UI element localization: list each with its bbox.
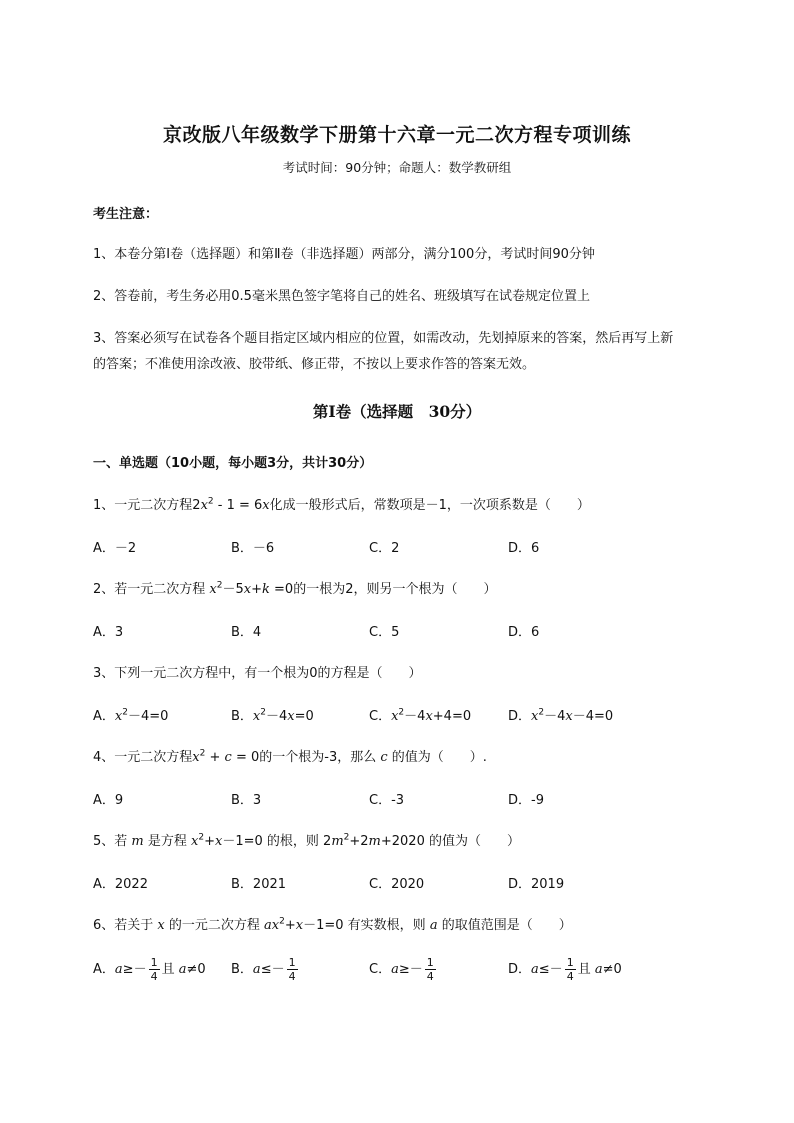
question-1: 1、一元二次方程$2x^2 - 1 = 6x$化成一般形式后，常数项是－1，一次项系数是（ ） bbox=[93, 496, 590, 513]
q3-option-a: A．$x^2-4=0$ bbox=[93, 707, 169, 724]
q4-option-d: D．-9 bbox=[508, 793, 544, 808]
notice-item-1: 1、本卷分第I卷（选择题）和第Ⅱ卷（非选择题）两部分，满分100分，考试时间90分钟 bbox=[93, 247, 595, 262]
section-title: 第I卷（选择题 30分） bbox=[312, 402, 482, 421]
q1-option-a: A．－2 bbox=[93, 541, 137, 556]
q6-option-c: C．a≥－ $\frac{1}{4}$ bbox=[369, 956, 434, 983]
q3-option-d: D．$x^2-4x-4=0$ bbox=[508, 707, 614, 724]
fraction: $\frac{1}{4}$ bbox=[566, 956, 574, 983]
q5-option-c: C．2020 bbox=[369, 877, 425, 892]
q3-option-b: B．$x^2-4x=0$ bbox=[231, 707, 314, 724]
notice-heading: 考生注意： bbox=[93, 207, 159, 222]
q2-option-d: D．6 bbox=[508, 625, 540, 640]
part-heading: 一、单选题（10小题，每小题3分，共计30分） bbox=[93, 456, 373, 471]
q4-option-c: C．-3 bbox=[369, 793, 405, 808]
q2-option-a: A．3 bbox=[93, 625, 124, 640]
notice-item-3-cont: 的答案；不准使用涂改液、胶带纸、修正带，不按以上要求作答的答案无效。 bbox=[93, 357, 536, 372]
question-2: 2、若一元二次方程 $x^2-5x+k =0$的一根为2，则另一个根为（ ） bbox=[93, 580, 497, 597]
q1-option-c: C．2 bbox=[369, 541, 400, 556]
fraction: $\frac{1}{4}$ bbox=[426, 956, 434, 983]
document-subtitle: 考试时间：90分钟；命题人：数学教研组 bbox=[282, 160, 512, 175]
q6-option-d: D．a≤－ $\frac{1}{4}$ 且 a≠0 bbox=[508, 956, 622, 983]
q3-option-c: C．$x^2-4x+4=0$ bbox=[369, 707, 472, 724]
q2-option-b: B．4 bbox=[231, 625, 262, 640]
notice-item-2: 2、答卷前，考生务必用0.5毫米黑色签字笔将自己的姓名、班级填写在试卷规定位置上 bbox=[93, 289, 590, 304]
question-3: 3、下列一元二次方程中，有一个根为0的方程是（ ） bbox=[93, 666, 422, 681]
document-title: 京改版八年级数学下册第十六章一元二次方程专项训练 bbox=[162, 124, 631, 146]
q1-option-b: B．－6 bbox=[231, 541, 275, 556]
q6-option-a: A．a≥－ $\frac{1}{4}$ 且 a≠0 bbox=[93, 956, 206, 983]
q4-option-a: A．9 bbox=[93, 793, 124, 808]
q2-option-c: C．5 bbox=[369, 625, 400, 640]
q4-option-b: B．3 bbox=[231, 793, 262, 808]
q5-option-d: D．2019 bbox=[508, 877, 565, 892]
fraction: $\frac{1}{4}$ bbox=[150, 956, 158, 983]
question-5: 5、若 m 是方程 $x^2+x-1=0$ 的根，则 $2m^2+2m+2020$ 的值为（ ） bbox=[93, 832, 520, 849]
q5-option-b: B．2021 bbox=[231, 877, 287, 892]
fraction: $\frac{1}{4}$ bbox=[288, 956, 296, 983]
q5-option-a: A．2022 bbox=[93, 877, 148, 892]
question-6: 6、若关于 x 的一元二次方程 $ax^2+x-1=0$ 有实数根，则 a 的取值范围是（ ） bbox=[93, 916, 572, 933]
notice-item-3: 3、答案必须写在试卷各个题目指定区域内相应的位置，如需改动，先划掉原来的答案，然后再写上新 bbox=[93, 331, 674, 346]
q1-option-d: D．6 bbox=[508, 541, 540, 556]
q6-option-b: B．a≤－ $\frac{1}{4}$ bbox=[231, 956, 296, 983]
question-4: 4、一元二次方程$x^2 + c = 0$的一个根为-3，那么 c 的值为（ ）. bbox=[93, 748, 487, 765]
